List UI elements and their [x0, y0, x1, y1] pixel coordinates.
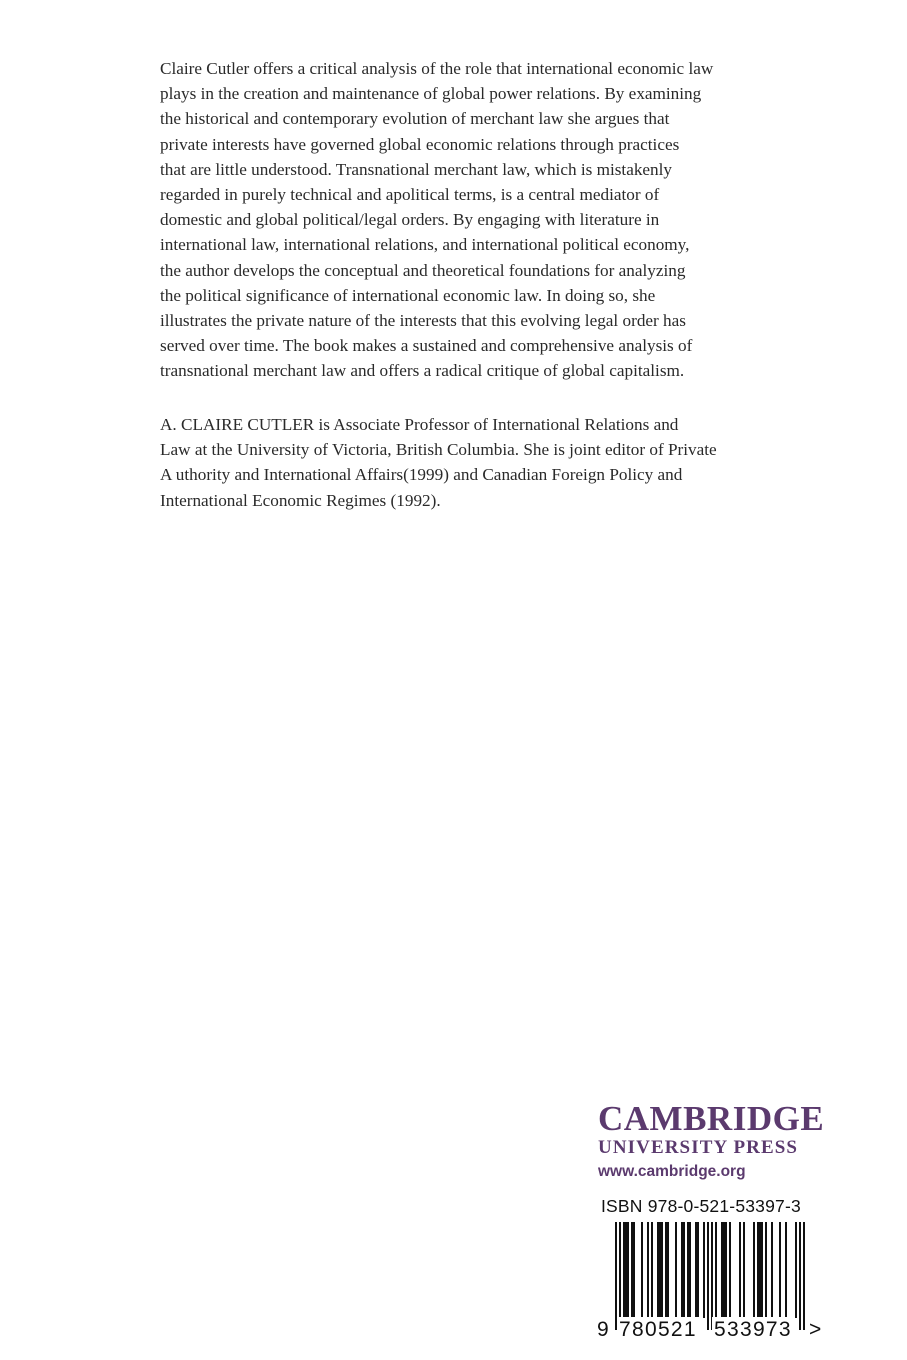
barcode-bar	[765, 1222, 767, 1318]
barcode-bar	[703, 1222, 705, 1318]
barcode-bar	[623, 1222, 625, 1318]
bio-line: Law at the University of Victoria, British Columbia. She is joint editor of Private	[160, 440, 717, 460]
barcode-bar	[771, 1222, 773, 1318]
description-line: the author develops the conceptual and theoretical foundations for analyzing	[160, 260, 686, 280]
description-line: illustrates the private nature of the interests that this evolving legal order has	[160, 311, 686, 331]
barcode-left-digits: 780521	[619, 1318, 697, 1341]
barcode-bar	[729, 1222, 731, 1318]
description-line: served over time. The book makes a sustained and comprehensive analysis of	[160, 336, 693, 356]
publisher-logo	[598, 1101, 838, 1182]
barcode-bar	[665, 1222, 667, 1318]
description-line: plays in the creation and maintenance of global power relations. By examining	[160, 84, 702, 104]
barcode-bar	[715, 1222, 717, 1318]
barcode-bar	[757, 1222, 759, 1318]
description-line: Claire Cutler offers a critical analysis of the role that international economic law	[160, 59, 714, 78]
barcode-bar	[683, 1222, 685, 1318]
barcode-bar	[739, 1222, 741, 1318]
bio-line: A uthority and International Affairs(1999) and Canadian Foreign Policy and	[160, 465, 683, 485]
description-line: that are little understood. Transnational merchant law, which is mistakenly	[160, 159, 673, 179]
barcode-bar	[633, 1222, 635, 1318]
author-bio	[160, 412, 760, 513]
barcode-bar	[697, 1222, 699, 1318]
barcode-bar	[657, 1222, 659, 1318]
barcode-bar	[723, 1222, 725, 1318]
barcode-bar	[647, 1222, 649, 1318]
isbn-label: ISBN 978-0-521-53397-3	[601, 1196, 801, 1216]
barcode-bar	[785, 1222, 787, 1318]
barcode-right-digits: 533973	[714, 1318, 792, 1341]
barcode-bar	[759, 1222, 761, 1318]
description-line: private interests have governed global economic relations through practices	[160, 134, 680, 154]
barcode-bar	[641, 1222, 643, 1318]
description-line: the political significance of international economic law. In doing so, she	[160, 285, 656, 305]
barcode-bar	[707, 1222, 709, 1330]
bio-line: A. CLAIRE CUTLER is Associate Professor of International Relations and	[160, 415, 679, 434]
barcode-bar	[675, 1222, 677, 1318]
barcode-bar	[687, 1222, 689, 1318]
barcode-bar	[689, 1222, 691, 1318]
description-line: the historical and contemporary evolution of merchant law she argues that	[160, 109, 670, 129]
barcode-bar	[721, 1222, 723, 1318]
barcode-bar	[627, 1222, 629, 1318]
barcode-bar	[631, 1222, 633, 1318]
barcode-bar	[615, 1222, 617, 1330]
publisher-url[interactable]: www.cambridge.org	[598, 1163, 746, 1180]
barcode-bar	[803, 1222, 805, 1330]
barcode-bar	[799, 1222, 801, 1330]
book-description	[160, 56, 760, 384]
description-line: international law, international relations, and international political economy,	[160, 235, 690, 255]
barcode-bar	[681, 1222, 683, 1318]
description-paragraph	[160, 56, 760, 384]
barcode-bar	[625, 1222, 627, 1318]
barcode-lead-digit: 9	[597, 1318, 609, 1341]
barcode-bar	[619, 1222, 621, 1330]
barcode-bar	[743, 1222, 745, 1318]
barcode-bar	[667, 1222, 669, 1318]
barcode-bar	[725, 1222, 727, 1318]
barcode	[597, 1222, 822, 1332]
barcode-bar	[711, 1222, 713, 1330]
publisher-subname: UNIVERSITY PRESS	[598, 1137, 799, 1158]
barcode-bar	[753, 1222, 755, 1318]
barcode-bar	[651, 1222, 653, 1318]
barcode-bar	[661, 1222, 663, 1318]
barcode-bar	[659, 1222, 661, 1318]
barcode-bar	[795, 1222, 797, 1318]
bio-line: International Economic Regimes (1992).	[160, 490, 441, 510]
description-line: domestic and global political/legal orders. By engaging with literature in	[160, 210, 660, 230]
barcode-bar	[695, 1222, 697, 1318]
publisher-name: CAMBRIDGE	[598, 1099, 825, 1138]
barcode-bar	[761, 1222, 763, 1318]
barcode-bar	[779, 1222, 781, 1318]
barcode-arrow: >	[809, 1318, 822, 1341]
description-line: transnational merchant law and offers a radical critique of global capitalism.	[160, 361, 685, 381]
description-line: regarded in purely technical and apolitical terms, is a central mediator of	[160, 185, 660, 205]
